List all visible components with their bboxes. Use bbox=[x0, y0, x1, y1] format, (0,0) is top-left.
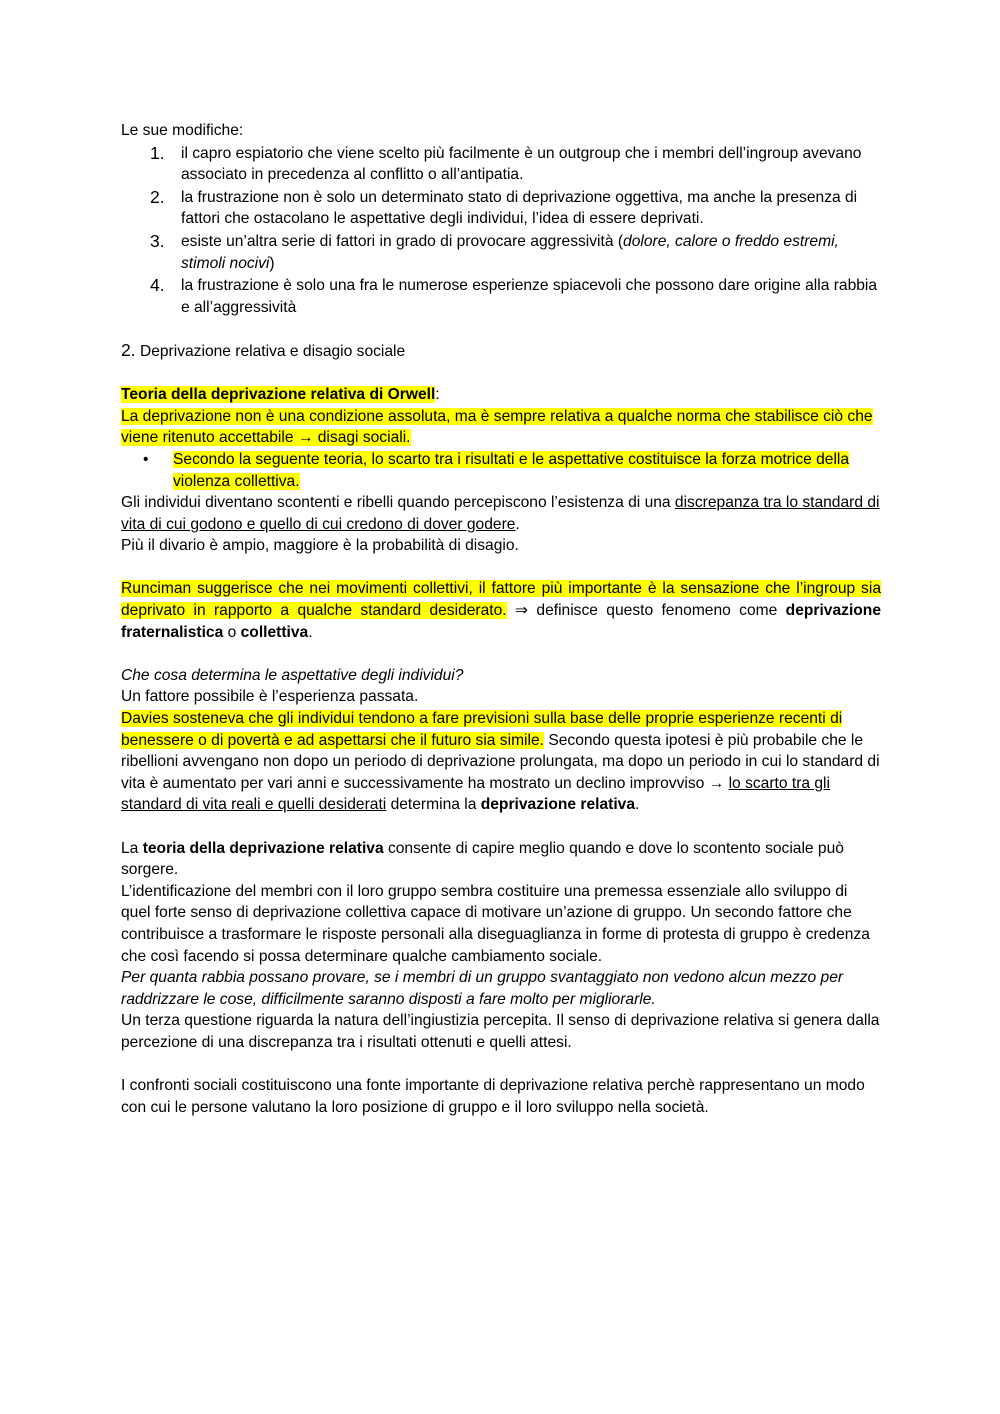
list-number: 4. bbox=[150, 275, 165, 296]
list-number: 1. bbox=[150, 142, 165, 163]
underlined-text: discrepanza tra lo standard di vita di cui godono e quello di cui credono di dover godere bbox=[121, 494, 880, 533]
text-run: . bbox=[515, 515, 520, 533]
orwell-heading bbox=[121, 384, 881, 406]
list-item-text: esiste un’altra serie di fattori in grado di provocare aggressività ( bbox=[181, 232, 624, 250]
bold-term: deprivazione relativa bbox=[480, 796, 636, 814]
bold-term: collettiva bbox=[240, 623, 309, 641]
intro-line: Le sue modifiche: bbox=[121, 122, 244, 139]
runciman-paragraph bbox=[121, 578, 881, 643]
question-line: Che cosa determina le aspettative degli individui? bbox=[121, 666, 464, 684]
bullet-text: Secondo la seguente teoria, lo scarto tra i risultati e le aspettative costituisce la forza motrice della violenza collettiva. bbox=[173, 450, 850, 490]
italic-paragraph: Per quanta rabbia possano provare, se i membri di un gruppo svantaggiato non vedono alcun mezzo per raddrizzare le cose, difficilmente saranno disposti a fare molto per migliorarle. bbox=[121, 969, 844, 1008]
list-item-text: ) bbox=[269, 254, 275, 272]
text-run: . bbox=[635, 796, 640, 814]
orwell-definition bbox=[121, 406, 881, 449]
section-number: 2. bbox=[121, 339, 136, 360]
heading-colon: : bbox=[435, 386, 440, 404]
theory-paragraph-3: Un terza questione riguarda la natura dell’ingiustizia percepita. Il senso di deprivazione relativa si genera dalla percezione di una discrepanza tra i risultati ottenuti e quelli attesi. bbox=[121, 1012, 880, 1051]
text-run: determina la bbox=[386, 796, 481, 814]
list-item-text: la frustrazione non è solo un determinato stato di deprivazione oggettiva, ma anche la presenza di fattori che ostacolano le aspettative degli individui, l’idea di essere deprivati. bbox=[181, 188, 858, 228]
text-run: Gli individui diventano scontenti e ribelli quando percepiscono l’esistenza di una bbox=[121, 494, 675, 512]
list-item-text: il capro espiatorio che viene scelto più facilmente è un outgroup che i membri dell’ingroup avevano associato in precedenza al conflitto o all’antipatia. bbox=[181, 144, 862, 184]
highlighted-text: Runciman suggerisce che nei movimenti collettivi, il fattore più importante è la sensazione che l’ingroup sia deprivato in rapporto a qualche standard desiderato. bbox=[121, 580, 881, 620]
highlighted-text: Davies sosteneva che gli individui tendono a fare previsioni sulla base delle proprie esperienze recenti di benessere o di povertà e ad aspettarsi che il futuro sia simile. bbox=[121, 710, 843, 749]
document-page bbox=[121, 120, 881, 1118]
text-run: Secondo questa ipotesi è più probabile che le ribellioni avvengano non dopo un periodo di deprivazione prolungata, ma dopo un periodo in cui lo standard di vita è aumentato per vari anni e successivamente ha mostrato un declino improvviso → bbox=[121, 731, 880, 792]
list-item-italic: dolore, calore o freddo estremi, stimoli nocivi bbox=[181, 232, 839, 272]
list-item bbox=[121, 275, 881, 318]
underlined-text: lo scarto tra gli standard di vita reali e quelli desiderati bbox=[121, 774, 830, 814]
list-item bbox=[121, 143, 881, 186]
text-run: ⇒ definisce questo fenomeno come bbox=[506, 602, 786, 620]
orwell-paragraph bbox=[121, 492, 881, 535]
section-heading bbox=[121, 340, 881, 363]
bold-term: teoria della deprivazione relativa bbox=[142, 839, 384, 857]
list-item bbox=[121, 187, 881, 230]
list-number: 2. bbox=[150, 186, 165, 207]
theory-paragraph bbox=[121, 838, 881, 881]
modifications-list bbox=[121, 143, 881, 319]
text-run: . bbox=[308, 623, 313, 641]
closing-paragraph: I confronti sociali costituiscono una fonte importante di deprivazione relativa perchè rappresentano un modo con cui le persone valutano la loro posizione di gruppo e il loro sviluppo nella società. bbox=[121, 1077, 865, 1116]
bullet-dot-icon: • bbox=[143, 450, 149, 468]
list-item bbox=[121, 231, 881, 274]
answer-line: Un fattore possibile è l’esperienza passata. bbox=[121, 688, 419, 706]
orwell-definition-text: La deprivazione non è una condizione assoluta, ma è sempre relativa a qualche norma che stabilisce ciò che viene ritenuto accettabile → disagi sociali. bbox=[121, 407, 873, 447]
bullet-item bbox=[121, 449, 881, 492]
davies-paragraph bbox=[121, 708, 881, 816]
orwell-heading-text: Teoria della deprivazione relativa di Orwell bbox=[121, 386, 436, 404]
text-run: La bbox=[121, 839, 143, 857]
orwell-paragraph-2: Più il divario è ampio, maggiore è la probabilità di disagio. bbox=[121, 537, 519, 555]
text-run: o bbox=[223, 623, 241, 641]
theory-paragraph-2: L’identificazione del membri con il loro gruppo sembra costituire una premessa essenziale allo sviluppo di quel forte senso di deprivazione collettiva capace di motivare un’azione di gruppo. Un secondo fattore che contribuisce a trasformare le risposte personali alla diseguaglianza in forme di protesta di gruppo è credenza che così facendo si possa determinare qualche cambiamento sociale. bbox=[121, 882, 870, 965]
bold-term: deprivazione fraternalistica bbox=[121, 602, 881, 641]
list-number: 3. bbox=[150, 230, 165, 251]
section-title: Deprivazione relativa e disagio sociale bbox=[139, 342, 406, 360]
text-run: consente di capire meglio quando e dove lo scontento sociale può sorgere. bbox=[121, 839, 844, 879]
list-item-text: la frustrazione è solo una fra le numerose esperienze spiacevoli che possono dare origine alla rabbia e all’aggressività bbox=[181, 277, 878, 316]
